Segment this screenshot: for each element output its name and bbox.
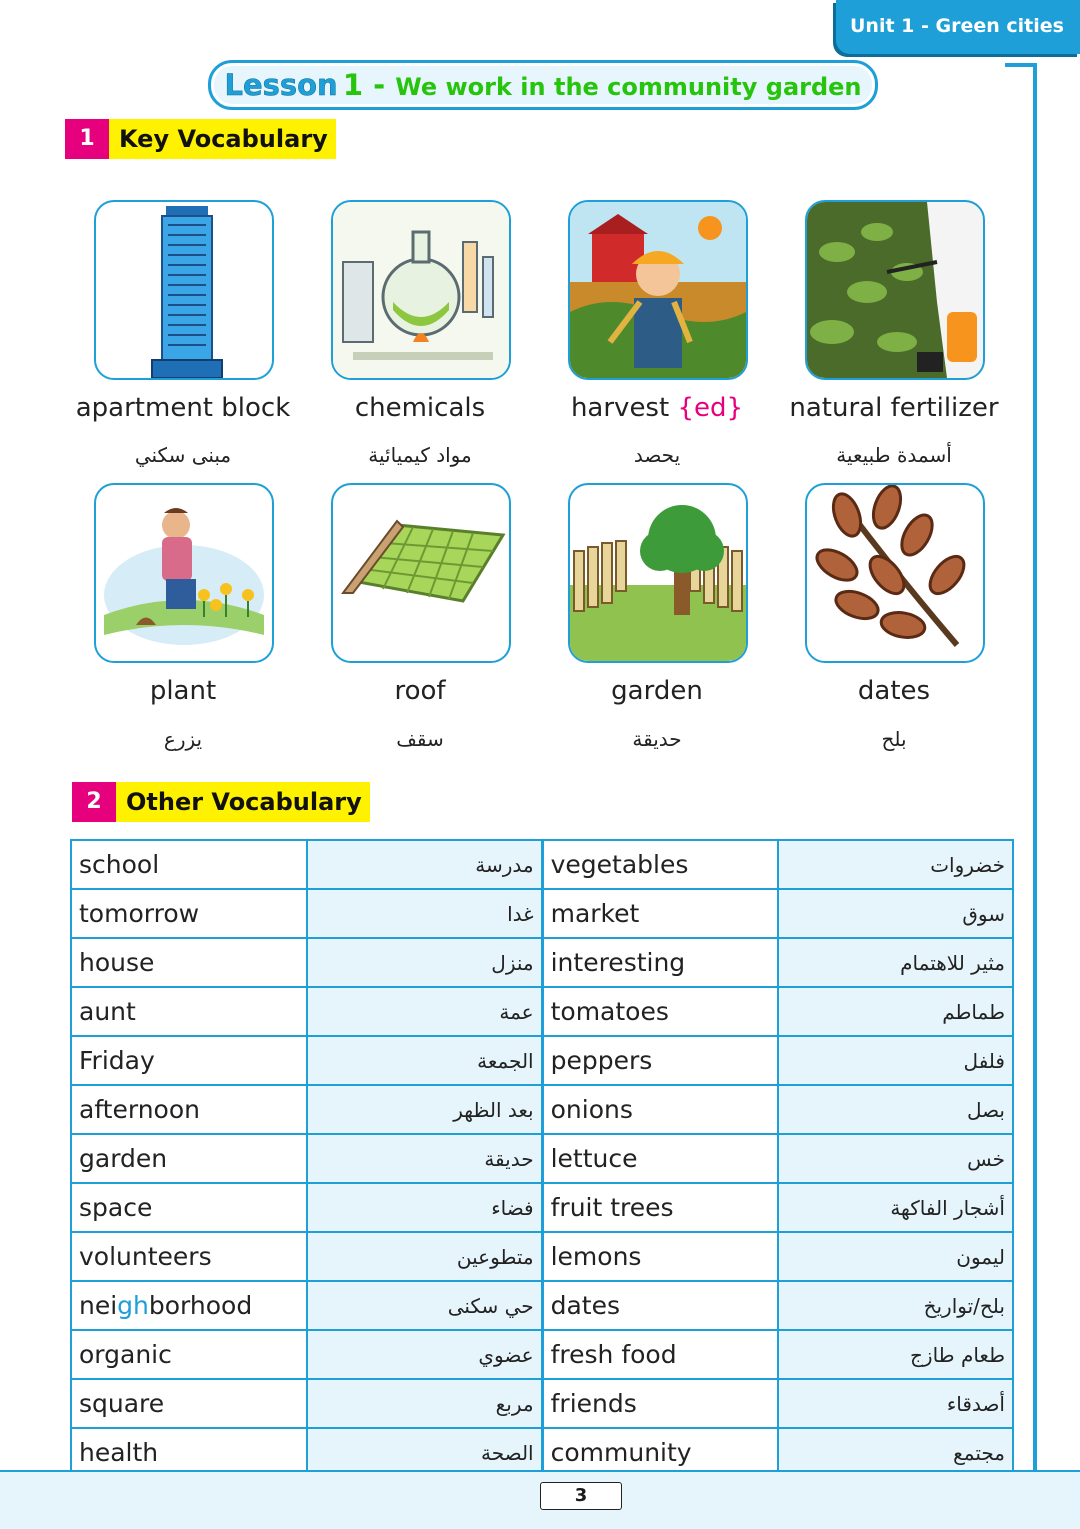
word-english: afternoon [71,1085,307,1134]
word-part: borhood [148,1291,253,1320]
vocab-arabic: مبنى سكني [134,443,232,467]
fertilizer-spraying-icon [805,200,985,380]
table-row [71,1281,1013,1330]
word-arabic: فضاء [307,1183,542,1232]
word-arabic: طعام طازج [778,1330,1013,1379]
word-arabic: مدرسة [307,840,542,889]
chemistry-lab-icon [331,200,511,380]
table-row [71,1330,1013,1379]
lesson-title [208,60,878,110]
table-row [71,1134,1013,1183]
word-arabic: سوق [778,889,1013,938]
table-row [71,1036,1013,1085]
lesson-dash: - [363,68,396,102]
word-arabic: الصحة [307,1428,542,1477]
word-arabic: مجتمع [778,1428,1013,1477]
word-arabic: بعد الظهر [307,1085,542,1134]
word-arabic: طماطم [778,987,1013,1036]
frame-side-line [1033,64,1037,1474]
vocab-word: chemicals [354,393,486,423]
apartment-building-icon [94,200,274,380]
word-english: peppers [542,1036,778,1085]
man-planting-icon [94,483,274,663]
word-english [71,1281,307,1330]
word-english: tomorrow [71,889,307,938]
section-key-vocabulary [65,119,336,159]
garden-tree-icon [568,483,748,663]
word-arabic: أصدقاء [778,1379,1013,1428]
word-english: school [71,840,307,889]
word-arabic: مثير للاهتمام [778,938,1013,987]
word-part: nei [79,1291,118,1320]
table-row [71,1085,1013,1134]
section-number: 1 [65,119,109,159]
word-english: interesting [542,938,778,987]
section-title: Key Vocabulary [109,119,336,159]
green-roof-icon [331,483,511,663]
word-arabic: عضوي [307,1330,542,1379]
word-arabic: خس [778,1134,1013,1183]
word-arabic: ليمون [778,1232,1013,1281]
section-other-vocabulary [72,782,370,822]
vocab-word [537,393,777,423]
vocab-word: garden [611,676,703,706]
unit-tab [836,0,1080,54]
vocab-word-suffix: {ed} [677,393,744,423]
vocab-arabic: حديقة [632,727,682,751]
word-arabic: عمة [307,987,542,1036]
word-english: volunteers [71,1232,307,1281]
word-arabic: فلفل [778,1036,1013,1085]
lesson-number: 1 [342,68,363,102]
word-english: house [71,938,307,987]
word-arabic: بصل [778,1085,1013,1134]
word-arabic: خضروات [778,840,1013,889]
vocab-word: plant [149,676,217,706]
vocab-word: apartment block [75,393,291,423]
word-arabic: حي سكنى [307,1281,542,1330]
word-english: Friday [71,1036,307,1085]
word-arabic: منزل [307,938,542,987]
word-english: square [71,1379,307,1428]
farmer-harvest-icon [568,200,748,380]
word-english: market [542,889,778,938]
word-highlight: gh [117,1291,149,1320]
table-row [71,1379,1013,1428]
table-row [71,1183,1013,1232]
word-english: fruit trees [542,1183,778,1232]
other-vocabulary-table [70,839,1014,1478]
word-english: fresh food [542,1330,778,1379]
table-row [71,938,1013,987]
table-row [71,840,1013,889]
vocab-arabic: سقف [396,727,444,751]
word-english: onions [542,1085,778,1134]
table-row [71,987,1013,1036]
word-arabic: الجمعة [307,1036,542,1085]
word-arabic: أشجار الفاكهة [778,1183,1013,1232]
word-english: dates [542,1281,778,1330]
table-row [71,1232,1013,1281]
lesson-label: Lesson [224,68,338,102]
dates-branch-icon [805,483,985,663]
vocab-arabic: بلح [881,727,907,751]
word-english: lemons [542,1232,778,1281]
lesson-name: We work in the community garden [395,73,862,101]
word-arabic: حديقة [307,1134,542,1183]
word-english: health [71,1428,307,1477]
section-title: Other Vocabulary [116,782,370,822]
word-arabic: غدا [307,889,542,938]
vocab-word-text: harvest [570,393,678,423]
word-english: community [542,1428,778,1477]
vocab-word: roof [394,676,446,706]
vocab-word: natural fertilizer [789,393,999,423]
word-english: garden [71,1134,307,1183]
word-arabic: بلح/تواريخ [778,1281,1013,1330]
vocab-arabic: يزرع [163,727,203,751]
vocab-arabic: مواد كيميائية [368,443,472,467]
word-english: space [71,1183,307,1232]
word-english: vegetables [542,840,778,889]
word-english: tomatoes [542,987,778,1036]
table-row [71,889,1013,938]
word-english: lettuce [542,1134,778,1183]
word-arabic: مربع [307,1379,542,1428]
word-english: friends [542,1379,778,1428]
word-english: aunt [71,987,307,1036]
word-english: organic [71,1330,307,1379]
vocab-word: dates [857,676,931,706]
vocab-arabic: أسمدة طبيعية [836,443,952,467]
vocab-arabic: يحصد [633,443,681,467]
word-arabic: متطوعين [307,1232,542,1281]
section-number: 2 [72,782,116,822]
page-number: 3 [540,1482,622,1510]
unit-title: Unit 1 - Green cities [850,15,1064,37]
